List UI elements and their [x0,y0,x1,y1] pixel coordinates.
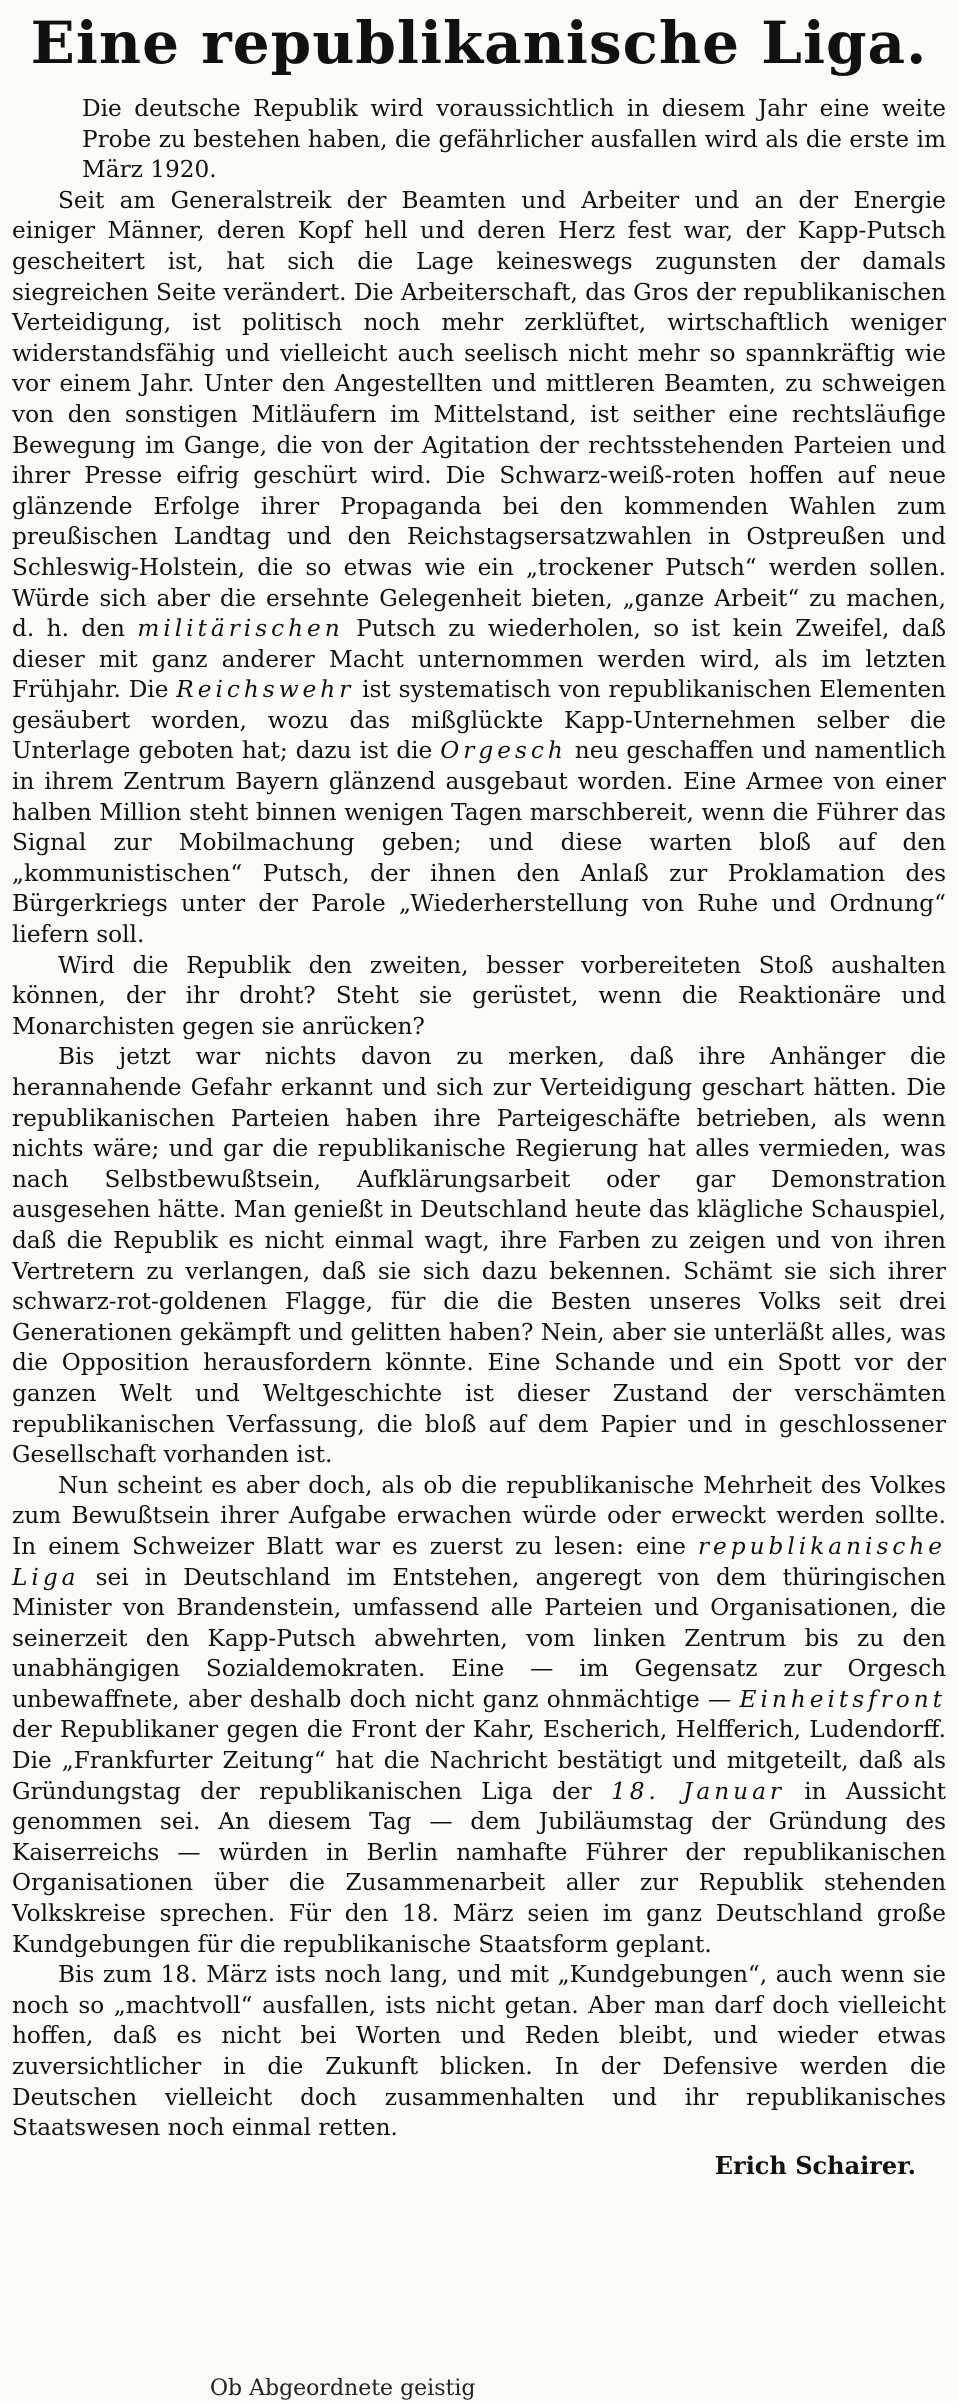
paragraph-text: Wird die Republik den zweiten, besser vorbereiteten Stoß aushalten können, der ihr droht? Steht sie gerüstet, wenn die Reaktionäre und Monarchisten gegen sie anrücken? [12,951,946,1040]
paragraph-text: Bis zum 18. März ists noch lang, und mit „Kundgebungen“, auch wenn sie noch so „machtvoll“ ausfallen, ists nicht getan. Aber man darf doch vielleicht hoffen, daß es nicht bei Worten und Reden bleibt, und wieder etwas zuversichtlicher in die Zukunft blicken. In der Defensive werden die Deutschen vielleicht doch zusammenhalten und ihr republikanisches Staatswesen noch einmal retten. [12,1961,946,2142]
author-signature: Erich Schairer. [714,2150,916,2180]
article-paragraph [12,1960,946,2144]
article-paragraph [12,1471,946,1961]
paragraph-text: Putsch zu wiederholen, so ist kein Zweifel, daß dieser mit ganz anderer Macht unternommen werden wird, als im letzten Frühjahr. Die [12,615,946,704]
article-paragraph [12,1042,946,1470]
emphasized-spaced-text: Reichswehr [176,676,355,704]
emphasized-spaced-text: militärischen [137,615,344,643]
emphasized-spaced-text: 18. Januar [610,1777,785,1805]
article-title: Eine republikanische Liga. [30,9,928,77]
article-paragraph [12,94,946,186]
paragraph-text: sei in Deutschland im Entstehen, angeregt von dem thüringischen Minister von Brandenstein, umfassend alle Parteien und Organisationen, die seinerzeit den Kapp-Putsch abwehrten, vom linken Zentrum bis zu den unabhängigen Sozialdemokraten. Eine — im Gegensatz zur Orgesch unbewaffnete, aber deshalb doch nicht ganz ohnmächtige — [12,1563,946,1713]
emphasized-spaced-text: Einheitsfront [739,1685,946,1713]
article-body [12,94,946,2144]
paragraph-text: neu geschaffen und namentlich in ihrem Zentrum Bayern glänzend ausgebaut worden. Eine Armee von einer halben Million steht binnen wenigen Tagen marschbereit, wenn die Führer das Signal zur Mobilmachung geben; und diese warten bloß auf den „kommunistischen“ Putsch, der ihnen den Anlaß zur Proklamation des Bürgerkriegs unter der Parole „Wiederherstellung von Ruhe und Ordnung“ liefern soll. [12,737,947,949]
paragraph-text: Die deutsche Republik wird voraussichtlich in diesem Jahr eine weite Probe zu bestehen haben, die gefährlicher ausfallen wird als die erste im März 1920. [82,95,946,184]
paragraph-text: in Aussicht genommen sei. An diesem Tag — dem Jubiläumstag der Gründung des Kaiserreichs — würden in Berlin namhafte Führer der republikanischen Organisationen über die Zusammenarbeit aller zur Republik stehenden Volkskreise sprechen. Für den 18. März seien im ganz Deutschland große Kundgebungen für die republikanische Staatsform geplant. [12,1777,946,1958]
article-paragraph [12,186,946,951]
article-paragraph [12,951,946,1043]
emphasized-spaced-text: Orgesch [440,737,567,765]
paragraph-text: der Republikaner gegen die Front der Kahr, Escherich, Helfferich, Ludendorff. Die „Frankfurter Zeitung“ hat die Nachricht bestätigt und mitgeteilt, daß als Gründungstag der republikanischen Liga der [12,1716,946,1805]
paragraph-text: ist systematisch von republikanischen Elementen gesäubert worden, wozu das mißglückte Kapp-Unternehmen selber die Unterlage geboten hat; dazu ist die [12,676,946,765]
paragraph-text: Bis jetzt war nichts davon zu merken, daß ihre Anhänger die herannahende Gefahr erkannt und sich zur Verteidigung geschart hätten. Die republikanischen Parteien haben ihre Parteigeschäfte betrieben, als wenn nichts wäre; und gar die republikanische Regierung hat alles vermieden, was nach Selbstbewußtsein, Aufklärungsarbeit oder gar Demonstration ausgesehen hätte. Man genießt in Deutschland heute das klägliche Schauspiel, daß die Republik es nicht einmal wagt, ihre Farben zu zeigen und von ihren Vertretern zu verlangen, daß sie sich dazu bekennen. Schämt sie sich ihrer schwarz-rot-goldenen Flagge, für die die Besten unseres Volks seit drei Generationen gekämpft und gelitten haben? Nein, aber sie unterläßt alles, was die Opposition herausfordern könnte. Eine Schande und ein Spott vor der ganzen Welt und Weltgeschichte ist dieser Zustand der verschämten republikanischen Verfassung, die bloß auf dem Papier und in geschlossener Gesellschaft vorhanden ist. [12,1043,946,1469]
emphasized-spaced-text: republikanische Liga [12,1532,946,1591]
paragraph-text: Seit am Generalstreik der Beamten und Arbeiter und an der Energie einiger Männer, deren Kopf hell und deren Herz fest war, der Kapp-Putsch gescheitert ist, hat sich die Lage keineswegs zugunsten der damals siegreichen Seite verändert. Die Arbeiterschaft, das Gros der republikanischen Verteidigung, ist politisch noch mehr zerklüftet, wirtschaftlich weniger widerstandsfähig und vielleicht auch seelisch nicht mehr so spannkräftig wie vor einem Jahr. Unter den Angestellten und mittleren Beamten, zu schweigen von den sonstigen Mitläufern im Mittelstand, ist seither eine rechtsläufige Bewegung im Gange, die von der Agitation der rechtsstehenden Parteien und ihrer Presse eifrig geschürt wird. Die Schwarz-weiß-roten hoffen auf neue glänzende Erfolge ihrer Propaganda bei den kommenden Wahlen zum preußischen Landtag und den Reichstagsersatzwahlen in Ostpreußen und Schleswig-Holstein, die so etwas wie ein „trockener Putsch“ werden sollen. Würde sich aber die ersehnte Gelegenheit bieten, „ganze Arbeit“ zu machen, d. h. den [12,186,946,643]
next-article-cut-off-text: Ob Abgeordnete geistig [210,2376,476,2401]
paragraph-text: Nun scheint es aber doch, als ob die republikanische Mehrheit des Volkes zum Bewußtsein ihrer Aufgabe erwachen würde oder erweckt werden sollte. In einem Schweizer Blatt war es zuerst zu lesen: eine [12,1471,946,1560]
